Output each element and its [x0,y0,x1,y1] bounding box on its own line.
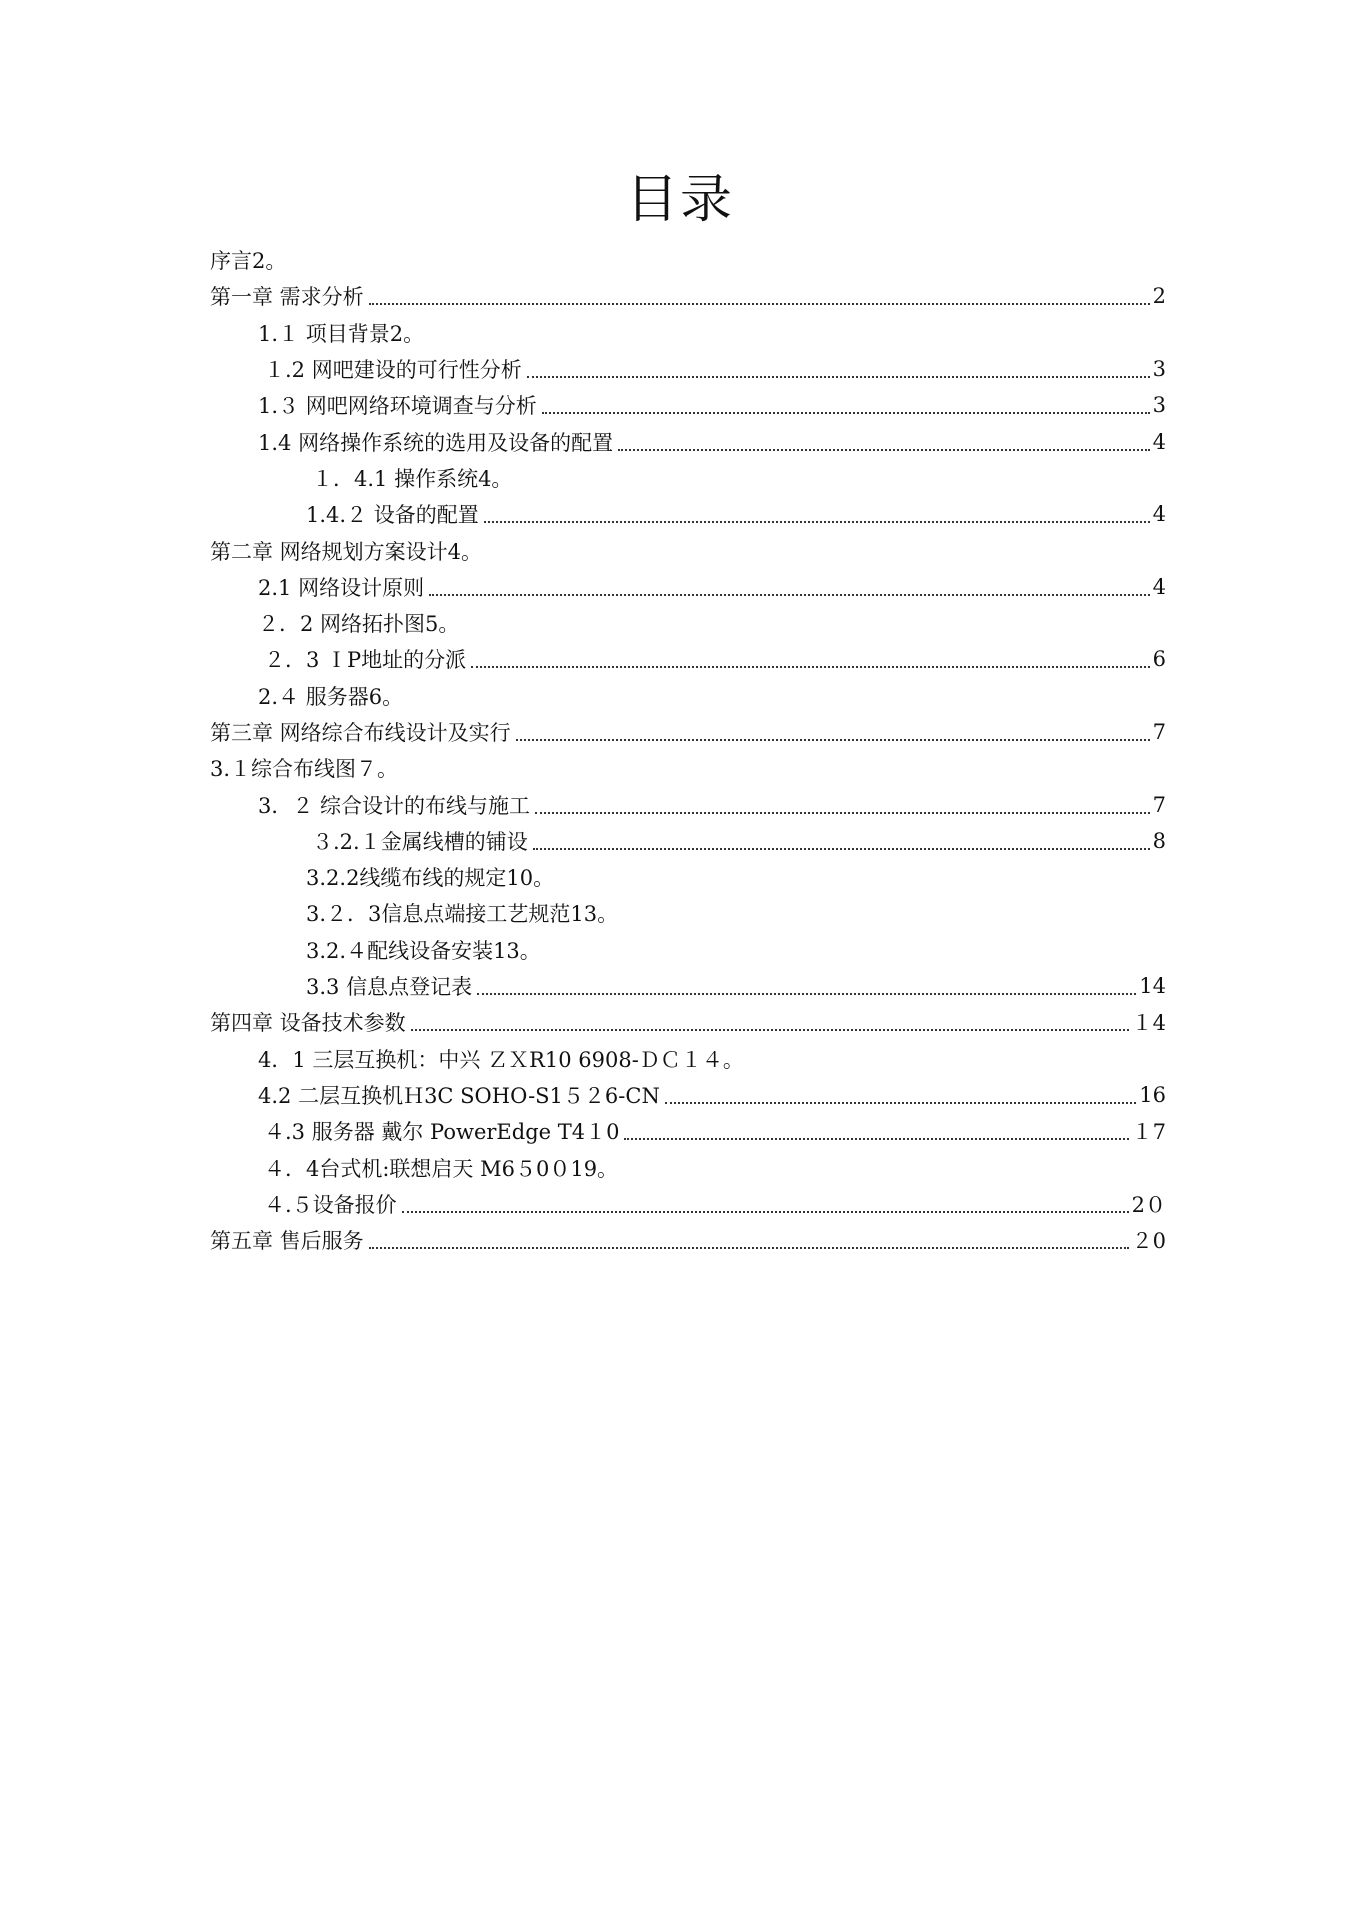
dot-leader [429,594,1150,596]
toc-entry-label: ４.５设备报价 [264,1192,397,1217]
toc-entry-page: 4 [1152,574,1166,599]
toc-entry-3-2-3[interactable] [210,895,1166,931]
dot-leader [471,666,1149,668]
toc-entry-label: 3.2.４配线设备安装13。 [306,938,541,963]
toc-entry-label: 1.4.２ 设备的配置 [306,503,479,528]
toc-entry-label: ２．2 网络拓扑图5。 [258,612,460,637]
toc-entry-label: 3.２．3信息点端接工艺规范13。 [306,902,619,927]
toc-entry-page: 8 [1152,828,1166,853]
toc-entry-2-3[interactable] [210,641,1166,677]
toc-entry-1-3[interactable] [210,387,1166,423]
toc-entry-4-1[interactable] [210,1041,1166,1077]
toc-entry-1-2[interactable] [210,351,1166,387]
toc-entry-2-1[interactable] [210,569,1166,605]
toc-entry-label: 2.1 网络设计原则 [258,575,425,600]
toc-entry-page: 4 [1152,429,1166,454]
toc-entry-label: ４．4台式机:联想启天 M6５0０19。 [264,1156,619,1181]
toc-entry-4-2[interactable] [210,1077,1166,1113]
toc-entry-3-2-4[interactable] [210,932,1166,968]
table-of-contents [210,242,1166,1258]
toc-entry-4-4[interactable] [210,1149,1166,1185]
toc-entry-label: 2.４ 服务器6。 [258,684,404,709]
toc-entry-3-2[interactable] [210,786,1166,822]
toc-entry-page: 7 [1152,792,1166,817]
dot-leader [527,376,1150,378]
dot-leader [533,848,1150,850]
toc-entry-page: １4 [1131,1011,1166,1036]
toc-entry-page: 16 [1139,1082,1166,1107]
toc-entry-chapter-5[interactable] [210,1222,1166,1258]
toc-entry-page: 3 [1152,357,1166,382]
dot-leader [477,993,1136,995]
toc-entry-1-4-1[interactable] [210,460,1166,496]
toc-entry-label: 第四章 设备技术参数 [210,1011,406,1036]
toc-entry-3-2-1[interactable] [210,823,1166,859]
toc-entry-label: １.2 网吧建设的可行性分析 [264,358,522,383]
dot-leader [535,812,1150,814]
toc-entry-page: 2 [1152,284,1166,309]
toc-entry-label: 1.１ 项目背景2。 [258,321,425,346]
toc-entry-chapter-4[interactable] [210,1004,1166,1040]
toc-entry-2-4[interactable] [210,678,1166,714]
toc-entry-label: 4.2 二层互换机Ｈ3C SOHO-S1５２6-CN [258,1083,660,1108]
toc-entry-label: 第一章 需求分析 [210,285,364,310]
dot-leader [618,449,1150,451]
toc-entry-page: 14 [1139,974,1166,999]
toc-title: 目录 [625,170,734,230]
toc-entry-chapter-3[interactable] [210,714,1166,750]
toc-entry-label: 4．1 三层互换机：中兴 ＺＸR10 6908-ＤＣ１４。 [258,1047,744,1072]
toc-entry-2-2[interactable] [210,605,1166,641]
toc-entry-label: 1.4 网络操作系统的选用及设备的配置 [258,430,614,455]
toc-entry-label: 第三章 网络综合布线设计及实行 [210,721,511,745]
toc-entry-1-1[interactable] [210,315,1166,351]
toc-entry-page: １7 [1131,1120,1166,1145]
dot-leader [402,1211,1129,1213]
toc-entry-1-4-2[interactable] [210,496,1166,532]
toc-entry-chapter-1[interactable] [210,278,1166,314]
toc-entry-1-4[interactable] [210,423,1166,459]
toc-entry-4-3[interactable] [210,1113,1166,1149]
toc-entry-page: 6 [1152,647,1166,672]
toc-entry-page: ２0 [1131,1229,1166,1254]
toc-entry-page: 7 [1152,720,1166,744]
toc-entry-label: 序言2。 [210,249,287,274]
toc-entry-label: ３.2.１金属线槽的铺设 [312,829,528,854]
toc-entry-label: 第二章 网络规划方案设计4。 [210,539,483,564]
toc-entry-page: 2０ [1131,1192,1166,1217]
dot-leader [411,1029,1129,1031]
toc-entry-label: 3.3 信息点登记表 [306,975,473,1000]
dot-leader [484,521,1150,523]
toc-entry-3-2-2[interactable] [210,859,1166,895]
toc-entry-label: 1.３ 网吧网络环境调查与分析 [258,394,537,419]
toc-entry-page: 4 [1152,502,1166,527]
toc-entry-4-5[interactable] [210,1186,1166,1222]
dot-leader [369,303,1150,305]
dot-leader [665,1102,1136,1104]
toc-entry-label: ４.3 服务器 戴尔 PowerEdge T4１0 [264,1120,620,1145]
toc-entry-3-1[interactable] [210,750,1166,786]
toc-entry-3-3[interactable] [210,968,1166,1004]
dot-leader [516,739,1150,741]
toc-entry-label: 第五章 售后服务 [210,1229,364,1254]
toc-entry-label: 3.１综合布线图７。 [210,757,399,782]
toc-entry-page: 3 [1152,393,1166,418]
toc-entry-label: ２．3 ＩP地址的分派 [264,648,467,673]
dot-leader [369,1247,1129,1249]
toc-entry-label: 3．２ 综合设计的布线与施工 [258,793,531,818]
toc-entry-chapter-2[interactable] [210,532,1166,568]
dot-leader [624,1138,1128,1140]
toc-entry-label: 3.2.2线缆布线的规定10。 [306,866,555,891]
dot-leader [542,412,1150,414]
toc-entry-label: １．4.1 操作系统4。 [312,466,513,491]
toc-entry-preface[interactable] [210,242,1166,278]
